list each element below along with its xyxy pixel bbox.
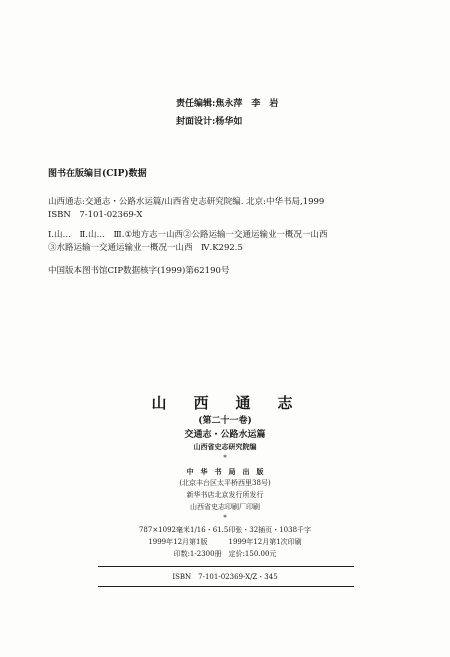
cip-line-2: ISBN 7-101-02369-X [48,210,143,220]
cover-design-line: 封面设计:杨华如 [176,117,243,127]
subtitle: 交通志・公路水运篇 [184,430,266,440]
distributor: 新华书店北京发行所发行 [186,491,264,499]
isbn-line: ISBN 7-101-02369-X/Z・345 [172,573,278,581]
rule-bottom [98,586,354,587]
cip-core-number: 中国版本图书馆CIP数据核字(1999)第62190号 [48,266,230,276]
book-title: 山 西 通 志 [151,394,299,412]
publisher-address: (北京丰台区太平桥西里38号) [179,479,271,487]
cip-line-3: Ⅰ.山… Ⅱ.山… Ⅲ.①地方志一山西②公路运输一交通运输业一概况一山西 [48,230,328,240]
format-line: 787×1092毫米1/16・61.5印张・32插页・1038千字 [138,526,312,534]
publisher: 中 华 书 局 出 版 [186,467,264,476]
volume-label: (第二十一卷) [198,416,252,426]
cip-heading: 图书在版编目(CIP)数据 [48,169,147,179]
cip-line-4: ③水路运输一交通运输业一概况一山西 Ⅳ.K292.5 [48,243,243,253]
separator-star: * [223,514,227,522]
rule-top [98,566,354,567]
cip-line-1: 山西通志:交通志・公路水运篇/山西省史志研究院编. 北京:中华书局,1999 [48,197,325,207]
printer: 山西省史志印刷厂印刷 [190,503,260,511]
compiler: 山西省史志研究院编 [193,442,257,451]
edition-line: 1999年12月第1版 1999年12月第1次印刷 [148,538,302,546]
editors-line: 责任编辑:焦永萍 李 岩 [176,99,279,109]
print-run-line: 印数:1-2300册 定价:150.00元 [173,550,277,558]
separator-star: * [223,454,227,462]
